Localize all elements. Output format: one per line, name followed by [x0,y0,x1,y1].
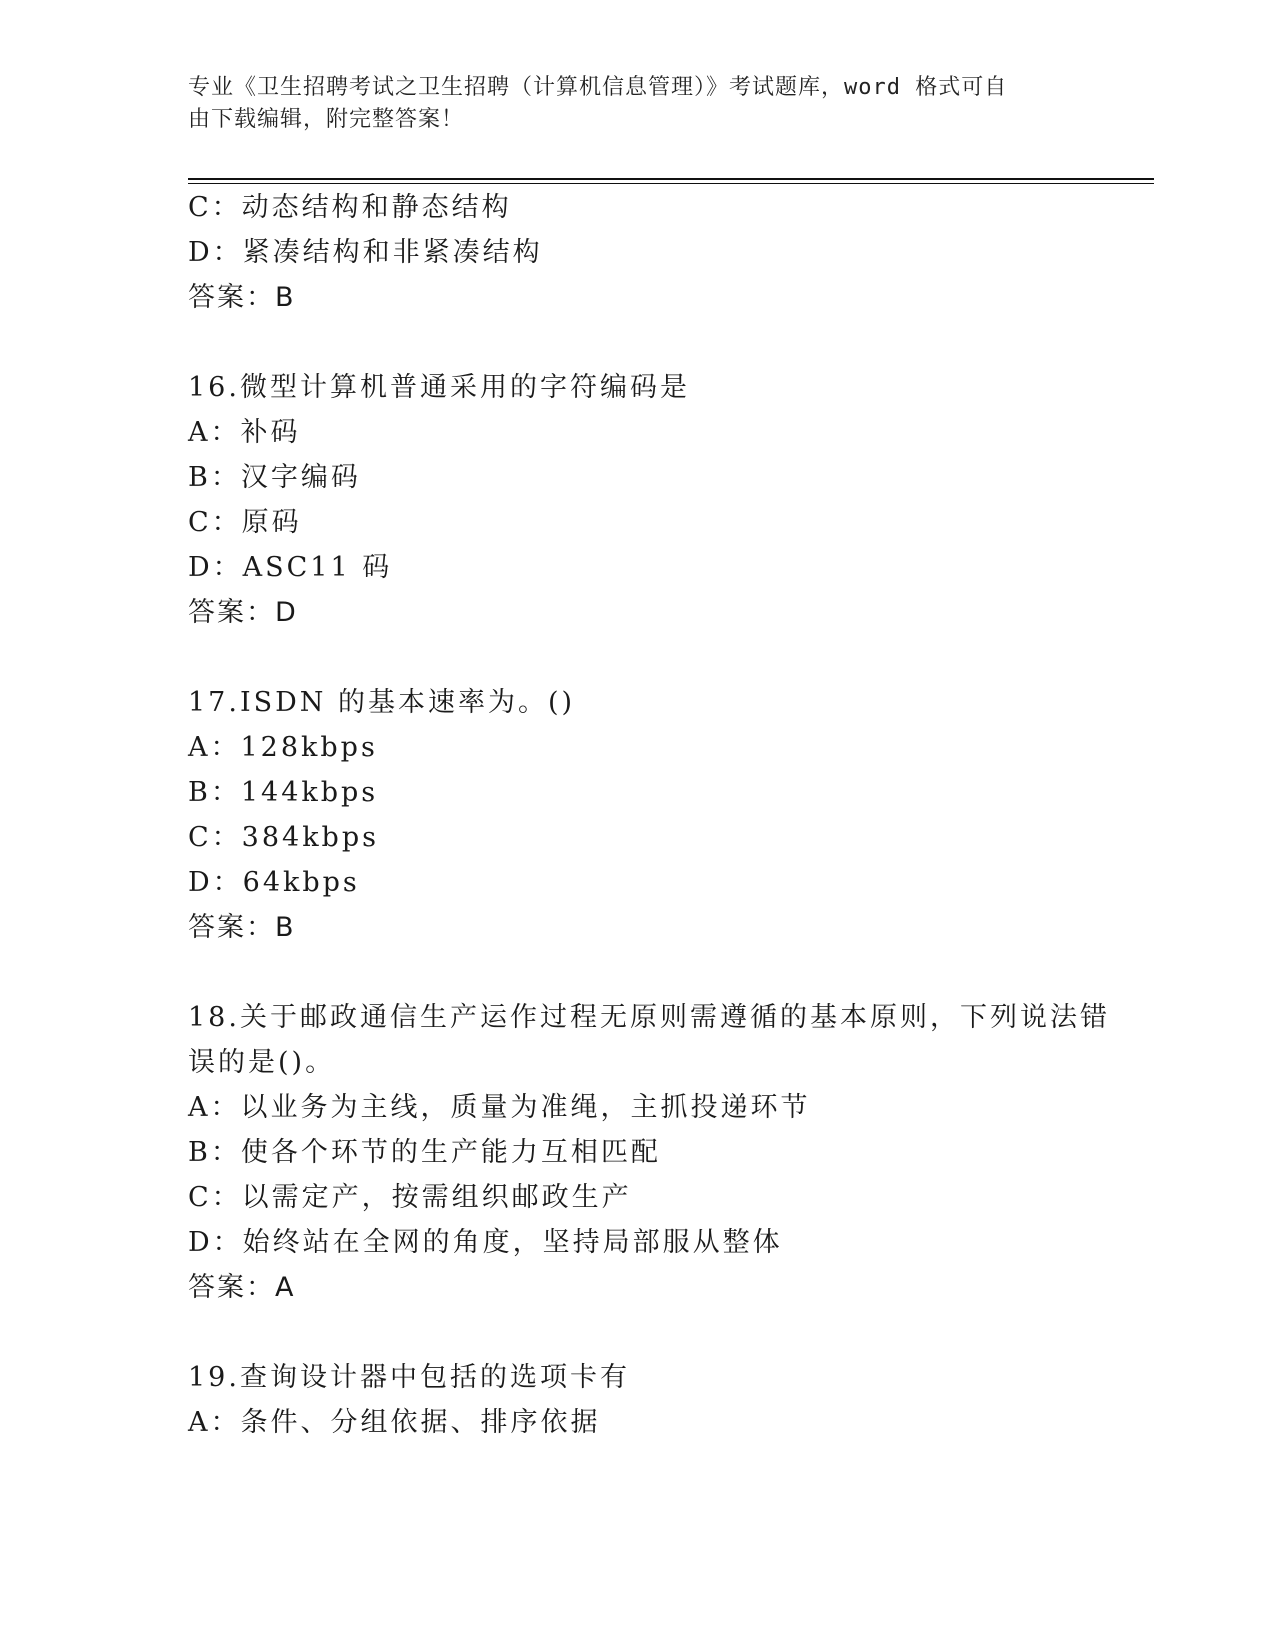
question-17-option-b: B：144kbps [188,777,379,808]
header-line-1: 专业《卫生招聘考试之卫生招聘（计算机信息管理）》考试题库，word 格式可自 [188,75,1008,100]
question-16-stem: 16.微型计算机普通采用的字符编码是 [188,372,690,403]
question-19-stem: 19.查询设计器中包括的选项卡有 [188,1362,630,1393]
question-17-option-d: D：64kbps [188,867,360,898]
question-18-option-b: B：使各个环节的生产能力互相匹配 [188,1137,661,1168]
header-rule-thick [188,178,1154,180]
question-16-option-a: A：补码 [188,417,301,448]
question-17-option-c: C：384kbps [188,822,379,853]
prev-answer: 答案：B [188,282,296,313]
header-rule-thin [188,183,1154,184]
prev-option-d: D：紧凑结构和非紧凑结构 [188,237,543,268]
question-17-option-a: A：128kbps [188,732,378,763]
question-18-option-a: A：以业务为主线，质量为准绳，主抓投递环节 [188,1092,811,1123]
prev-option-c: C：动态结构和静态结构 [188,192,512,223]
question-16-option-c: C：原码 [188,507,302,538]
question-18-stem-cont: 误的是()。 [188,1047,336,1078]
question-17-answer: 答案：B [188,912,296,943]
question-16-option-b: B：汉字编码 [188,462,361,493]
question-16-option-d: D：ASC11 码 [188,552,393,583]
document-header [188,72,1068,136]
question-19-option-a: A：条件、分组依据、排序依据 [188,1407,601,1438]
question-18-stem: 18.关于邮政通信生产运作过程无原则需遵循的基本原则，下列说法错 [188,1002,1110,1033]
question-16-answer: 答案：D [188,597,298,628]
question-18-option-c: C：以需定产，按需组织邮政生产 [188,1182,632,1213]
question-18-option-d: D：始终站在全网的角度，坚持局部服从整体 [188,1227,783,1258]
question-18-answer: 答案：A [188,1272,296,1303]
question-17-stem: 17.ISDN 的基本速率为。() [188,687,576,718]
header-line-2: 由下载编辑，附完整答案！ [188,107,465,132]
